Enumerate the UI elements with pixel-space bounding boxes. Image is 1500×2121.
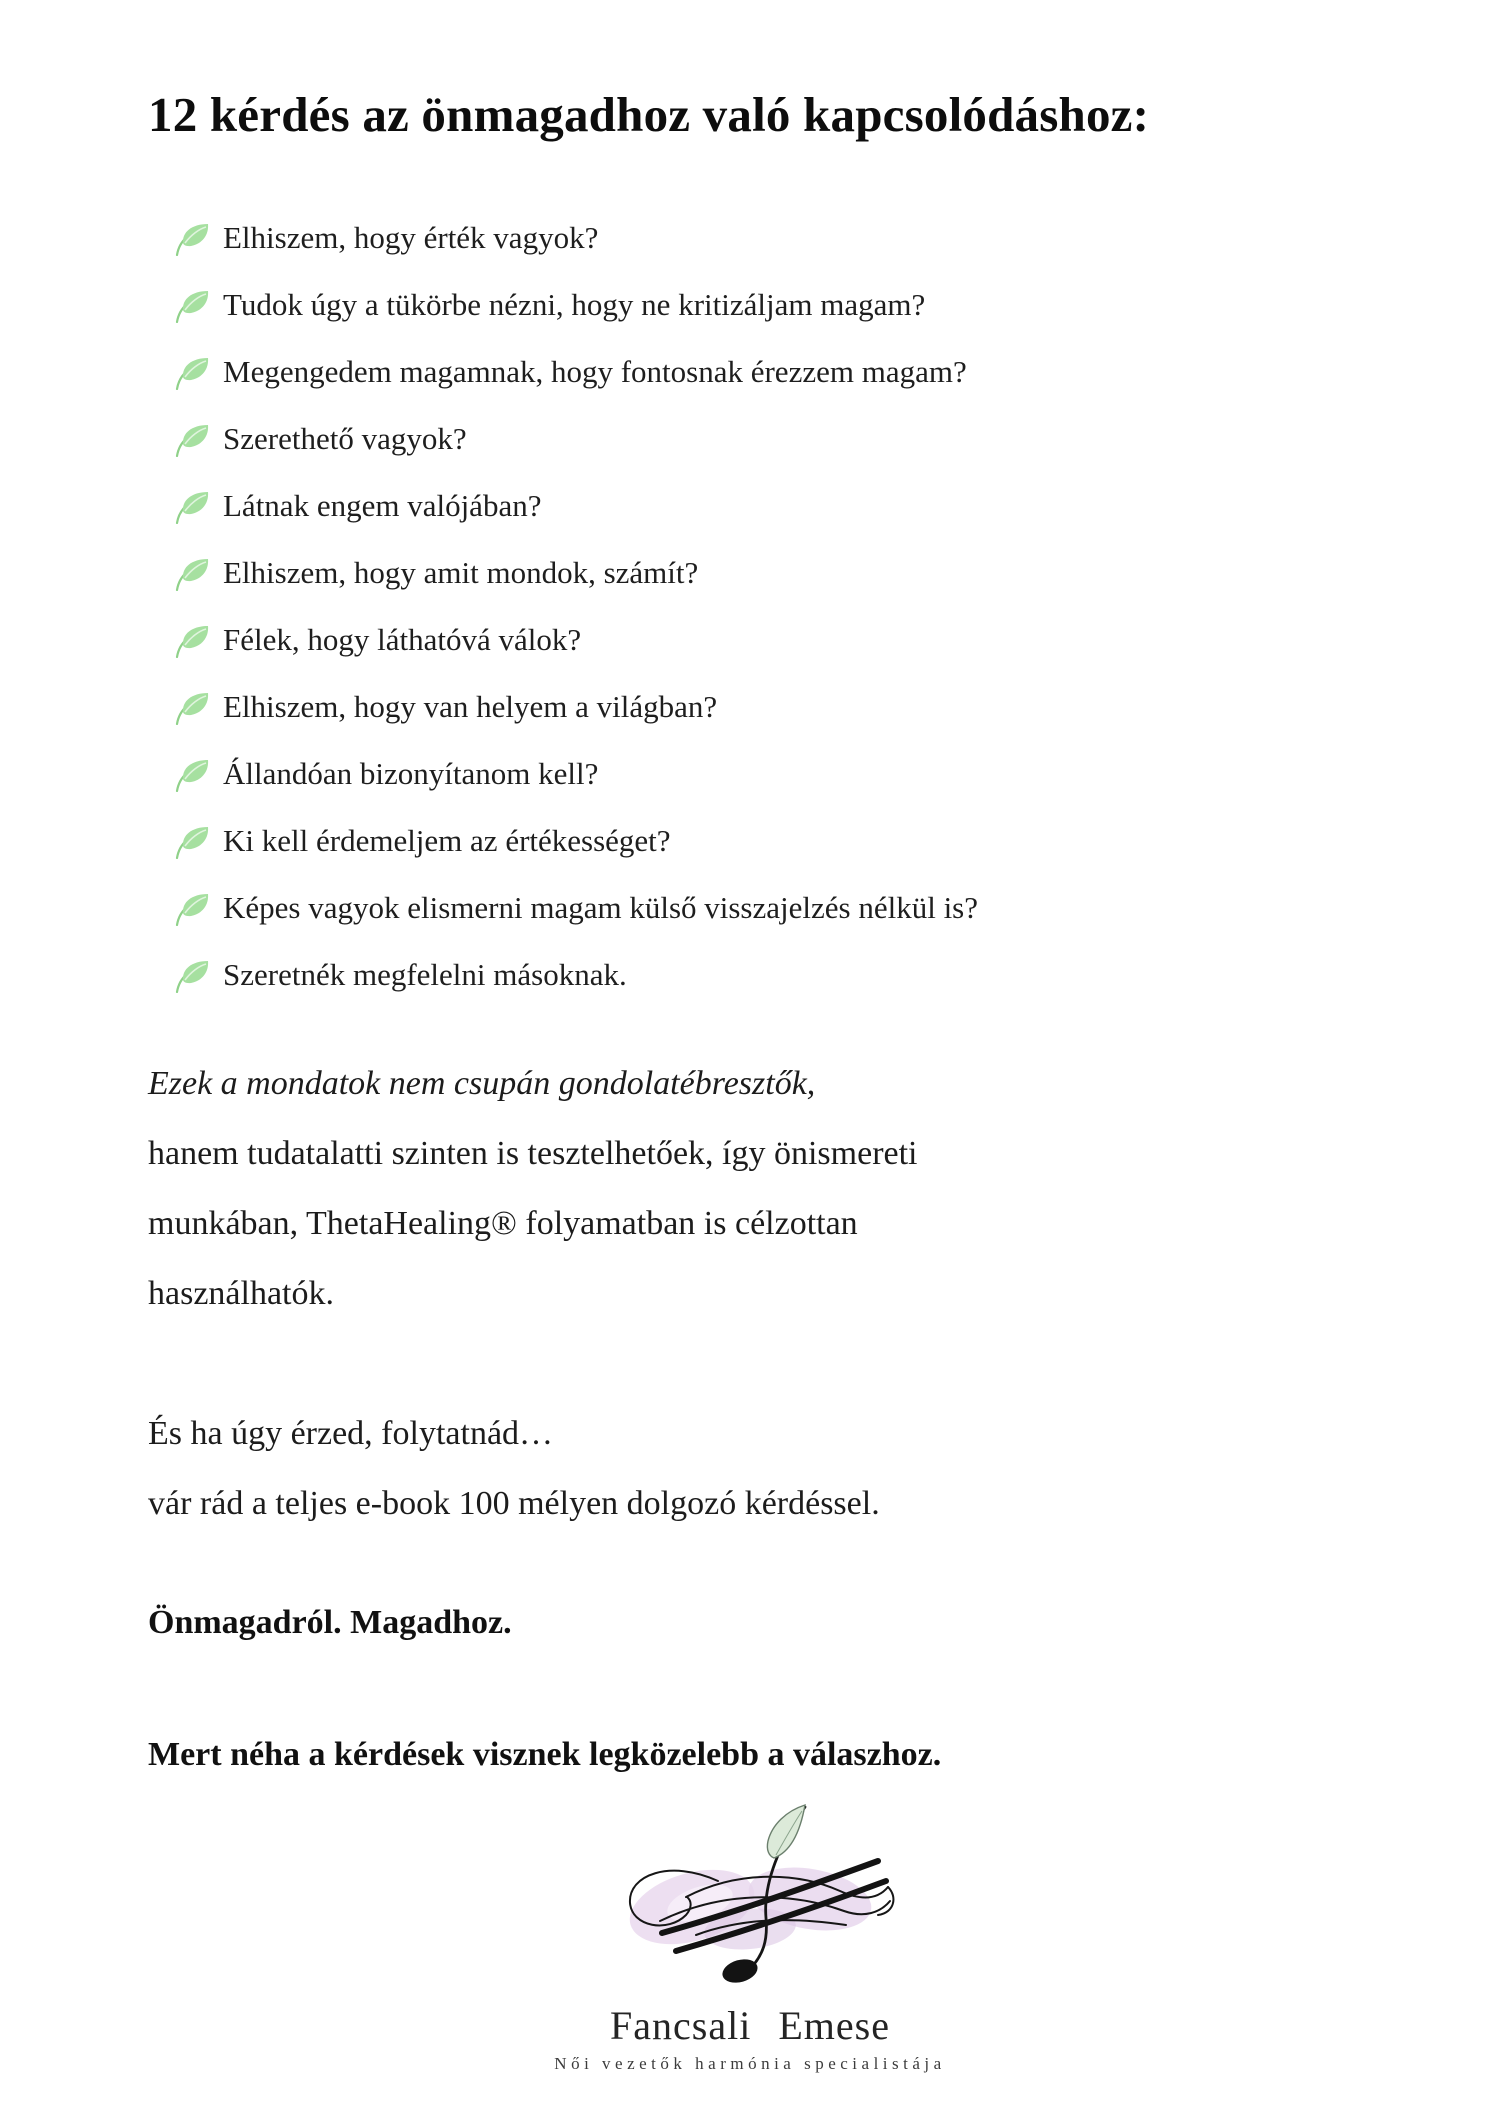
- leaf-icon: [174, 624, 210, 658]
- question-text: Állandóan bizonyítanom kell?: [223, 755, 599, 791]
- leaf-icon: [174, 691, 210, 725]
- list-item: [148, 957, 1410, 993]
- question-text: Szeretnék megfelelni másoknak.: [223, 956, 627, 992]
- question-text: Tudok úgy a tükörbe nézni, hogy ne kritizáljam magam?: [223, 286, 926, 322]
- leaf-icon: [174, 490, 210, 524]
- leaf-icon: [174, 825, 210, 859]
- questions-list: [148, 220, 1410, 993]
- intro-line: használhatók.: [148, 1274, 334, 1312]
- list-item: [148, 756, 1410, 792]
- statement-second: Mert néha a kérdések visznek legközelebb a válaszhoz.: [148, 1735, 942, 1773]
- question-text: Képes vagyok elismerni magam külső visszajelzés nélkül is?: [223, 889, 979, 925]
- list-item: [148, 421, 1410, 457]
- statement-first: Önmagadról. Magadhoz.: [148, 1603, 512, 1641]
- question-text: Félek, hogy láthatóvá válok?: [223, 621, 582, 657]
- page-title: 12 kérdés az önmagadhoz való kapcsolódáshoz:: [148, 87, 1150, 142]
- question-text: Szerethető vagyok?: [223, 420, 467, 456]
- cta-line: vár rád a teljes e-book 100 mélyen dolgozó kérdéssel.: [148, 1484, 880, 1522]
- leaf-icon: [174, 557, 210, 591]
- question-text: Megengedem magamnak, hogy fontosnak érezzem magam?: [223, 353, 967, 389]
- leaf-icon: [174, 289, 210, 323]
- list-item: [148, 354, 1410, 390]
- brand-name: Fancsali Emese: [610, 2002, 890, 2048]
- leaf-icon: [174, 892, 210, 926]
- question-text: Elhiszem, hogy amit mondok, számít?: [223, 554, 699, 590]
- list-item: [148, 823, 1410, 859]
- music-clef-leaf-logo: [600, 1803, 900, 1988]
- brand-tagline: Női vezetők harmónia specialistája: [554, 2053, 946, 2073]
- leaf-icon: [174, 222, 210, 256]
- intro-paragraph: [148, 1049, 1410, 1329]
- list-item: [148, 555, 1410, 591]
- intro-line: munkában, ThetaHealing® folyamatban is célzottan: [148, 1204, 858, 1242]
- intro-line-italic: Ezek a mondatok nem csupán gondolatébresztők,: [148, 1064, 816, 1102]
- intro-line: hanem tudatalatti szinten is tesztelhetőek, így önismereti: [148, 1134, 918, 1172]
- list-item: [148, 622, 1410, 658]
- question-text: Látnak engem valójában?: [223, 487, 542, 523]
- list-item: [148, 287, 1410, 323]
- leaf-icon: [174, 959, 210, 993]
- cta-line: És ha úgy érzed, folytatnád…: [148, 1414, 554, 1452]
- leaf-icon: [174, 356, 210, 390]
- list-item: [148, 220, 1410, 256]
- leaf-icon: [174, 423, 210, 457]
- question-text: Ki kell érdemeljem az értékességet?: [223, 822, 671, 858]
- list-item: [148, 488, 1410, 524]
- brand-footer: [0, 1803, 1500, 2075]
- question-text: Elhiszem, hogy érték vagyok?: [223, 219, 599, 255]
- list-item: [148, 890, 1410, 926]
- list-item: [148, 689, 1410, 725]
- cta-paragraph: [148, 1399, 1410, 1539]
- question-text: Elhiszem, hogy van helyem a világban?: [223, 688, 718, 724]
- leaf-icon: [174, 758, 210, 792]
